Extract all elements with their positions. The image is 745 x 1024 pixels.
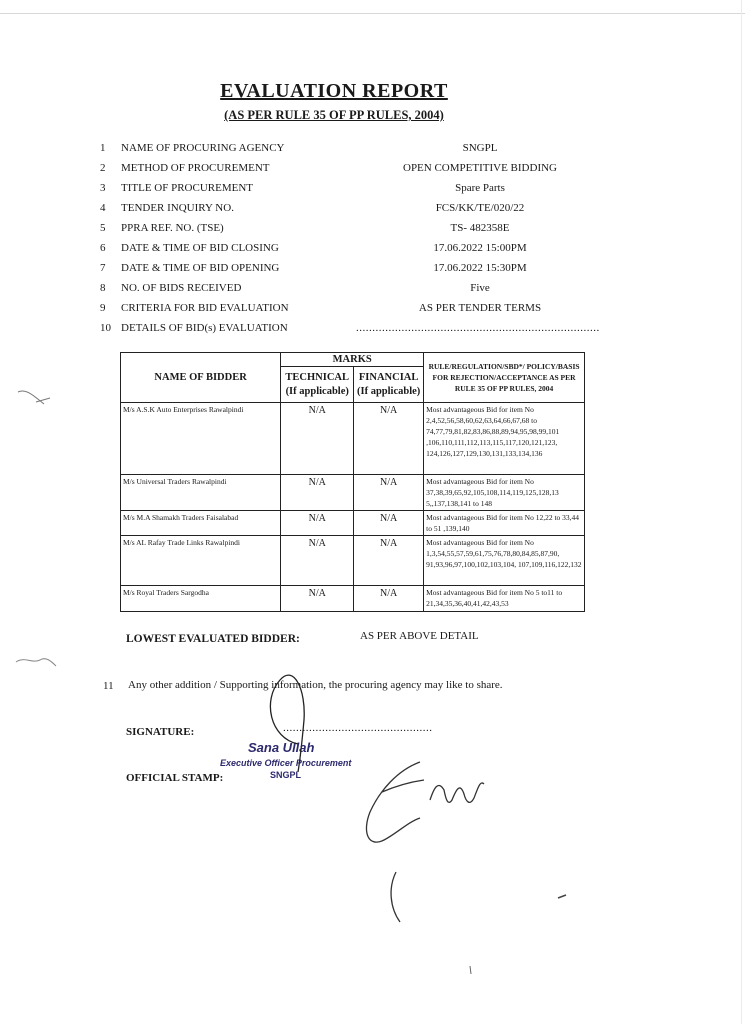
rule-remark: Most advantageous Bid for item No 37,38,39,65,92,105,108,114,119,125,128,13 5,,137,138,141 to 148: [424, 475, 585, 511]
header-rule-basis: RULE/REGULATION/SBD*/ POLICY/BASIS FOR REJECTION/ACCEPTANCE AS PER RULE 35 OF PP RULES, 2004: [424, 353, 585, 403]
header-financial-label: FINANCIAL: [358, 371, 419, 383]
document-subtitle: (AS PER RULE 35 OF PP RULES, 2004): [224, 108, 444, 122]
stamp-name: Sana Ullah: [248, 740, 315, 755]
technical-marks: N/A: [281, 511, 354, 536]
field-number: 1: [100, 142, 106, 154]
field-label: NO. OF BIDS RECEIVED: [121, 282, 242, 294]
bidder-name: M/s M.A Shamakh Traders Faisalabad: [121, 511, 281, 536]
field-value: Spare Parts: [455, 182, 505, 194]
technical-marks: N/A: [281, 586, 354, 612]
item-11-text: Any other addition / Supporting information, the procuring agency may like to share.: [128, 679, 503, 691]
field-number: 5: [100, 222, 106, 234]
field-number: 4: [100, 202, 106, 214]
document-title: EVALUATION REPORT: [220, 80, 448, 102]
field-label: NAME OF PROCURING AGENCY: [121, 142, 285, 154]
signature-line: ..............................................: [283, 722, 433, 734]
field-value: 17.06.2022 15:30PM: [433, 262, 527, 274]
header-technical-sub: (If applicable): [285, 385, 349, 397]
technical-marks: N/A: [281, 475, 354, 511]
signature-loop-icon: [270, 675, 304, 772]
rule-remark: Most advantageous Bid for item No 2,4,52,56,58,60,62,63,64,66,67,68 to 74,77,79,81,82,83,86,88,89,94,95,98,99,101 ,106,110,111,112,113,115,117,120,121,123, 124,126,127,129,130,131,133,134,136: [424, 403, 585, 475]
rule-remark: Most advantageous Bid for item No 1,3,54,55,57,59,61,75,76,78,80,84,85,87,90, 91,93,96,97,100,102,103,104, 107,109,116,122,132: [424, 536, 585, 586]
bidder-name: M/s AL Rafay Trade Links Rawalpindi: [121, 536, 281, 586]
field-label: TENDER INQUIRY NO.: [121, 202, 234, 214]
official-stamp-label: OFFICIAL STAMP:: [126, 772, 224, 784]
field-value: SNGPL: [462, 142, 498, 154]
bidder-name: M/s A.S.K Auto Enterprises Rawalpindi: [121, 403, 281, 475]
field-label: METHOD OF PROCUREMENT: [121, 162, 270, 174]
margin-mark-icon: [470, 966, 471, 974]
bidder-name: M/s Universal Traders Rawalpindi: [121, 475, 281, 511]
financial-marks: N/A: [354, 475, 424, 511]
financial-marks: N/A: [354, 586, 424, 612]
header-financial-sub: (If applicable): [357, 385, 421, 397]
field-number: 3: [100, 182, 106, 194]
item-11-number: 11: [103, 680, 114, 692]
margin-mark-icon: [16, 659, 56, 666]
field-label: DATE & TIME OF BID CLOSING: [121, 242, 279, 254]
field-value: OPEN COMPETITIVE BIDDING: [403, 162, 557, 174]
field-value-dotted-line: ...........................................................................: [356, 322, 600, 334]
stamp-designation: Executive Officer Procurement: [220, 758, 352, 768]
financial-marks: N/A: [354, 511, 424, 536]
field-label: CRITERIA FOR BID EVALUATION: [121, 302, 289, 314]
field-value: 17.06.2022 15:00PM: [433, 242, 527, 254]
rule-remark: Most advantageous Bid for item No 12,22 to 33,44 to 51 ,139,140: [424, 511, 585, 536]
field-value: AS PER TENDER TERMS: [418, 302, 542, 314]
lowest-bidder-value: AS PER ABOVE DETAIL: [360, 630, 479, 642]
financial-marks: N/A: [354, 403, 424, 475]
signature-label: SIGNATURE:: [126, 726, 195, 738]
lowest-bidder-label: LOWEST EVALUATED BIDDER:: [126, 633, 300, 645]
field-number: 9: [100, 302, 106, 314]
field-number: 6: [100, 242, 106, 254]
header-marks: MARKS: [281, 353, 424, 367]
field-number: 2: [100, 162, 106, 174]
field-value: FCS/KK/TE/020/22: [435, 202, 525, 214]
header-technical-label: TECHNICAL: [285, 371, 350, 383]
technical-marks: N/A: [281, 536, 354, 586]
field-label: TITLE OF PROCUREMENT: [121, 182, 253, 194]
field-number: 10: [100, 322, 111, 334]
field-number: 8: [100, 282, 106, 294]
rule-remark: Most advantageous Bid for item No 5 to11 to 21,34,35,36,40,41,42,43,53: [424, 586, 585, 612]
field-value: TS- 482358E: [450, 222, 510, 234]
stamp-org: SNGPL: [270, 770, 302, 780]
financial-marks: N/A: [354, 536, 424, 586]
margin-mark-icon: [18, 391, 50, 404]
field-value: Five: [470, 282, 490, 294]
header-bidder-name: NAME OF BIDDER: [121, 353, 281, 403]
margin-mark-icon: [558, 895, 566, 898]
field-label: PPRA REF. NO. (TSE): [121, 222, 224, 234]
signature-icon: [366, 762, 484, 922]
field-label: DATE & TIME OF BID OPENING: [121, 262, 280, 274]
technical-marks: N/A: [281, 403, 354, 475]
field-label: DETAILS OF BID(s) EVALUATION: [121, 322, 288, 334]
bidder-name: M/s Royal Traders Sargodha: [121, 586, 281, 612]
field-number: 7: [100, 262, 106, 274]
